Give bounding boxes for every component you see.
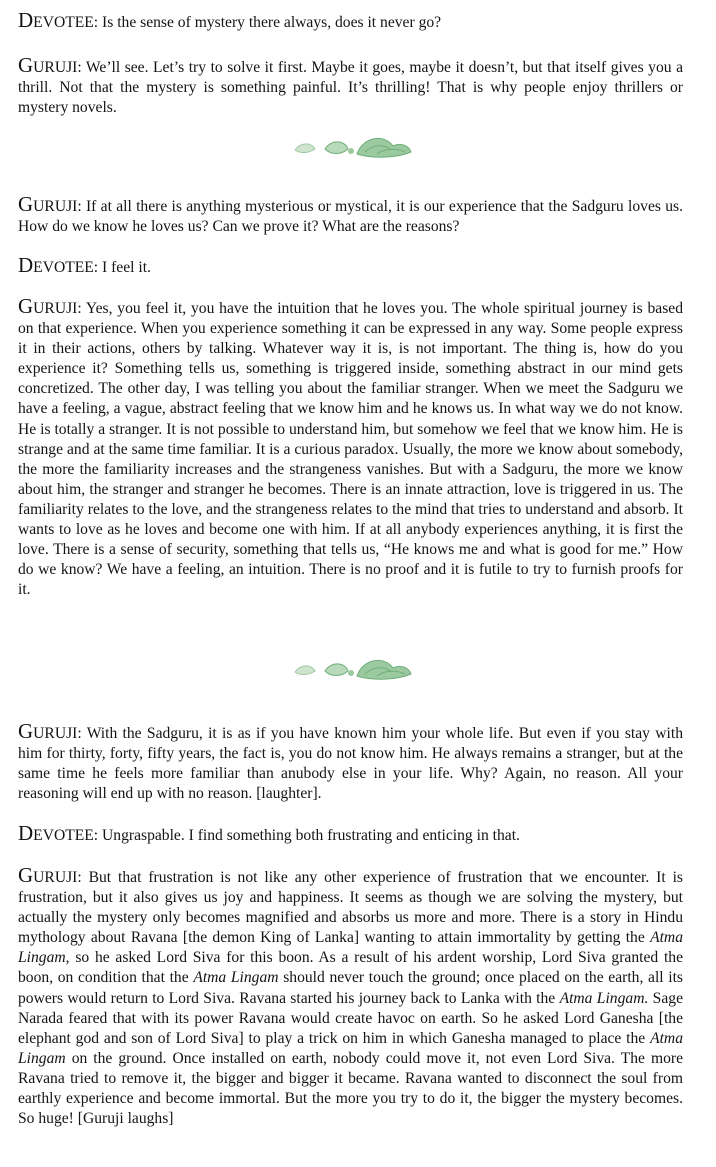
leaf-vine-divider-icon (293, 654, 423, 688)
leaf-vine-divider-icon (293, 132, 423, 166)
italic-term: Atma Lingam (18, 929, 683, 967)
paragraph-text: : Is the sense of mystery there always, does it never go? (93, 14, 442, 31)
paragraph-text: : Yes, you feel it, you have the intuition that he loves you. The whole spiritual journey is based on that experience. When you experience something it can be expressed in any way. Some people express it in their actions, others by talking. Whatever way it is, is not important. The thing is, how do you experience it? Something tells us, something is triggered inside, something abstract in our mind gets concretized. The other day, I was telling you about the familiar stranger. When we meet the Sadguru we have a feeling, a vague, abstract feeling that we know him and he knows us. In what way we do not know. He is totally a stranger. It is not possible to understand him, but somehow we feel that we know him. He is strange and at the same time familiar. It is a curious paradox. Usually, the more we know about somebody, the more the familiarity increases and the strangeness vanishes. But with a Sadguru, the more we know about him, the stranger and stranger he becomes. There is an innate attraction, love is triggered in us. The familiarity relates to the love, and the strangeness relates to the mind that tries to understand and absorb. It wants to love as he loves and become one with him. If at all anybody experiences anything, it is first the love. There is a sense of security, something that tells us, “He knows me and what is good for me.” How do we know? We have a feeling, an intuition. There is no proof and it is futile to try to furnish proofs for it. (18, 300, 683, 599)
paragraph-text: , so he asked Lord Siva for this boon. As a result of his ardent worship, Lord Siva granted the boon, on condition that the (18, 949, 683, 987)
dialogue-paragraph (18, 294, 683, 600)
speaker-name-rest: EVOTEE (33, 827, 94, 844)
speaker-label (18, 192, 78, 216)
paragraph-text: : With the Sadguru, it is as if you have known him your whole life. But even if you stay with him for thirty, forty, fifty years, the fact is, you do not know him. He always remains a stranger, but at the same time he feels more familiar than anubody else in your life. Why? Again, no reason. All your reasoning will end up with no reason. [laughter]. (18, 725, 683, 803)
speaker-label (18, 253, 94, 277)
paragraph-text: : If at all there is anything mysterious or mystical, it is our experience that the Sadguru loves us. How do we know he loves us? Can we prove it? What are the reasons? (18, 198, 683, 236)
speaker-initial: D (18, 8, 34, 32)
speaker-label (18, 53, 78, 77)
dialogue-paragraph (18, 53, 683, 118)
dialogue-paragraph (18, 192, 683, 237)
speaker-initial: G (18, 719, 34, 743)
paragraph-text: on the ground. Once installed on earth, nobody could move it, not even Lord Siva. The more Ravana tried to remove it, the bigger and bigger it became. Ravana wanted to disconnect the soul from earthly experience and become immortal. But the more you try to do it, the bigger the mystery becomes. So huge! [Guruji laughs] (18, 1049, 683, 1128)
speaker-name-rest: URUJI (33, 300, 78, 317)
paragraph-text: : I feel it. (93, 259, 151, 276)
speaker-initial: G (18, 192, 34, 216)
speaker-label (18, 863, 78, 887)
paragraph-text: should never touch the ground; once placed on the earth, all its powers would return to Lord Siva. Ravana started his journey back to Lanka with the (18, 969, 683, 1007)
speaker-initial: D (18, 821, 34, 845)
paragraph-text: : We’ll see. Let’s try to solve it first. Maybe it goes, maybe it doesn’t, but that itself gives you a thrill. Not that the mystery is something painful. It’s thrilling! That is why people enjoy thrillers or mystery novels. (18, 59, 683, 117)
speaker-name-rest: EVOTEE (33, 14, 94, 31)
paragraph-text: Sage Narada feared that with its power Ravana would create havoc on earth. So he asked Lord Ganesha [the elephant god and son of Lord Siva] to play a trick on him in which Ganesha managed to place the (18, 989, 683, 1047)
dialogue-paragraph (18, 719, 683, 804)
speaker-name-rest: URUJI (33, 59, 78, 76)
speaker-name-rest: URUJI (33, 198, 78, 215)
speaker-name-rest: URUJI (33, 725, 78, 742)
italic-term: Atma Lingam. (559, 989, 649, 1007)
speaker-initial: G (18, 294, 34, 318)
speaker-label (18, 8, 94, 32)
paragraph-text: : Ungraspable. I find something both frustrating and enticing in that. (93, 827, 520, 844)
paragraph-text: : But that frustration is not like any other experience of frustration that we encounter. It is frustration, but it also gives us joy and happiness. It seems as though we are solving the mystery, but actually the mystery only becomes magnified and absorbs us more and more. There is a story in Hindu mythology about Ravana [the demon King of Lanka] wanting to attain immortality by getting the (18, 869, 683, 947)
speaker-label (18, 719, 78, 743)
speaker-name-rest: EVOTEE (33, 259, 94, 276)
italic-term: Atma Lingam (18, 1029, 683, 1067)
dialogue-paragraph (18, 821, 683, 846)
speaker-name-rest: URUJI (33, 869, 78, 886)
speaker-label (18, 821, 94, 845)
speaker-initial: G (18, 863, 34, 887)
dialogue-paragraph (18, 253, 683, 278)
dialogue-paragraph (18, 8, 683, 33)
speaker-label (18, 294, 78, 318)
italic-term: Atma Lingam (193, 969, 279, 987)
speaker-initial: G (18, 53, 34, 77)
dialogue-paragraph (18, 863, 683, 1129)
speaker-initial: D (18, 253, 34, 277)
